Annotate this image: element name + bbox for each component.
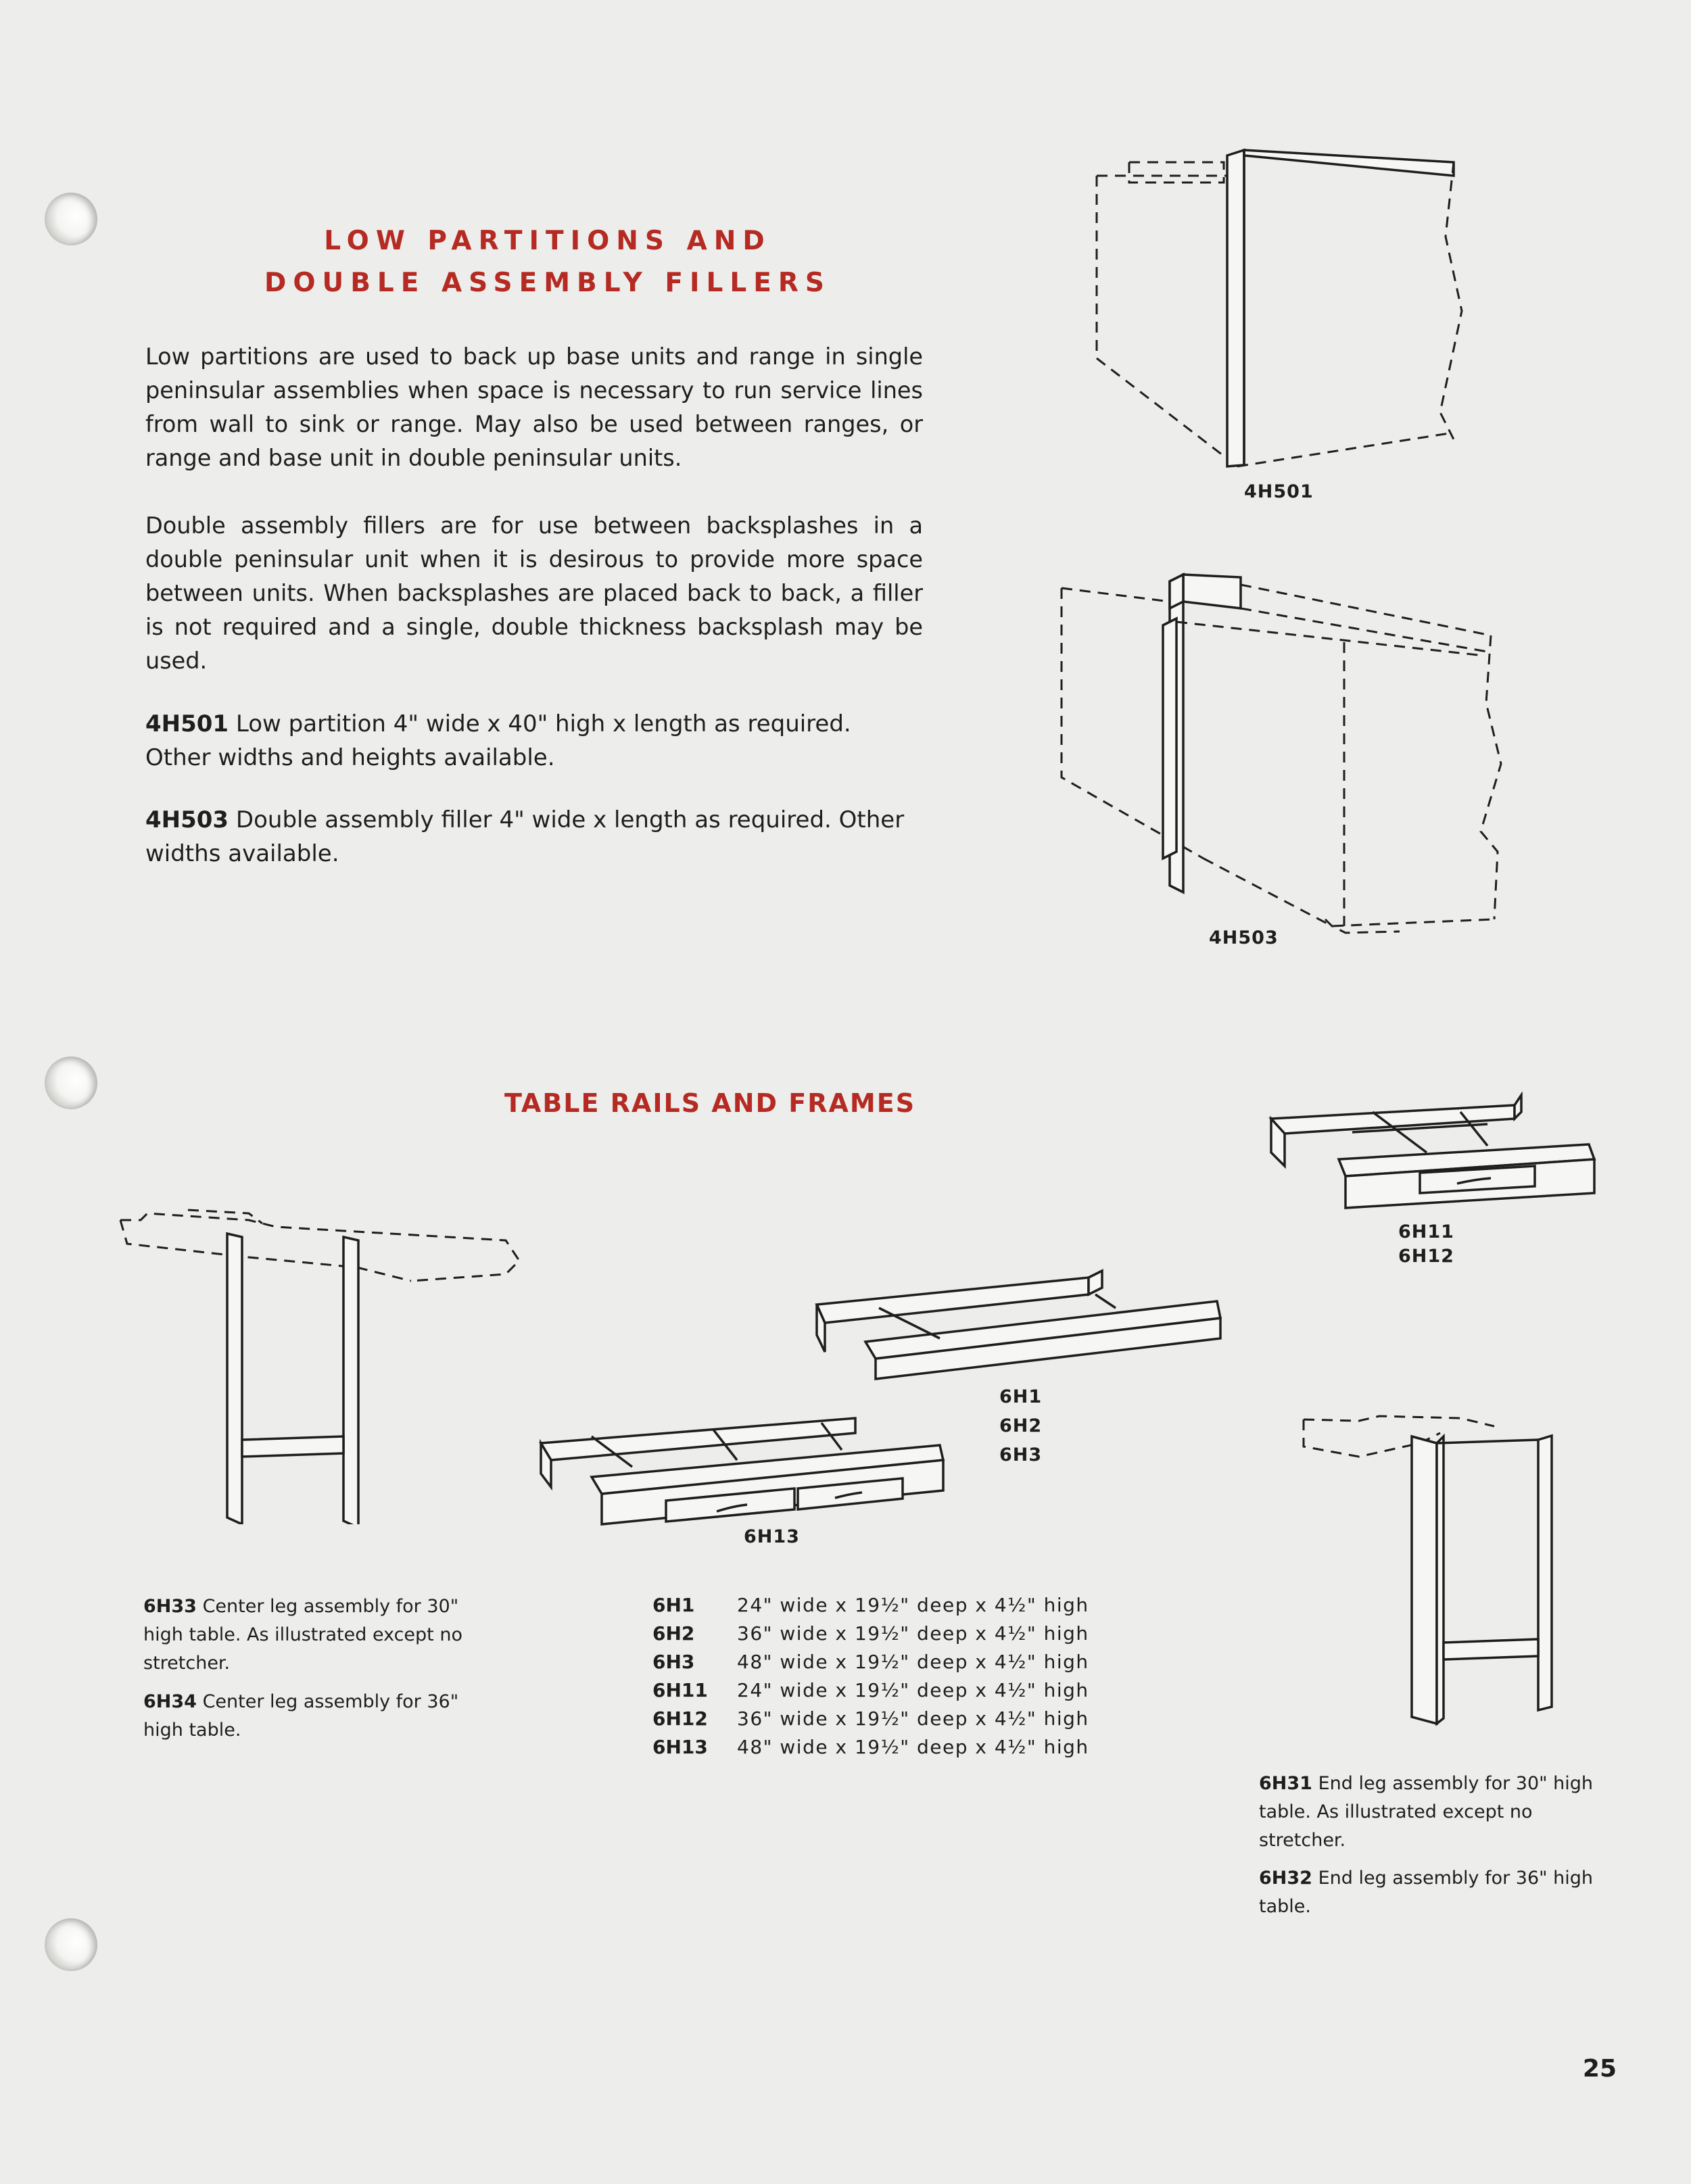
- item-4h503: [145, 803, 923, 871]
- item-4h501: [145, 707, 923, 775]
- table-row: [652, 1676, 1089, 1705]
- figure-label-4h503: 4H503: [1209, 927, 1279, 948]
- spec-desc: 36" wide x 19½" deep x 4½" high: [737, 1622, 1089, 1645]
- table-row: [652, 1591, 1089, 1620]
- figure-label-6h12: 6H12: [1398, 1246, 1454, 1267]
- item-description: Low partition 4" wide x 40" high x length as required. Other widths and heights available.: [145, 710, 851, 771]
- item-code: 6H33: [143, 1596, 197, 1617]
- section-title-table-rails: TABLE RAILS AND FRAMES: [504, 1088, 916, 1118]
- spec-desc: 24" wide x 19½" deep x 4½" high: [737, 1594, 1089, 1616]
- item-description: Center leg assembly for 30" high table. As illustrated except no stretcher.: [143, 1596, 462, 1674]
- table-row: [652, 1733, 1089, 1762]
- spec-code: 6H1: [652, 1594, 695, 1616]
- figure-frame-open: [811, 1267, 1231, 1392]
- spec-code: 6H11: [652, 1679, 708, 1701]
- end-leg-item-6h31: [1259, 1770, 1597, 1855]
- table-row: [652, 1648, 1089, 1676]
- spec-desc: 48" wide x 19½" deep x 4½" high: [737, 1736, 1089, 1758]
- center-leg-item-6h34: [143, 1688, 481, 1745]
- spec-desc: 24" wide x 19½" deep x 4½" high: [737, 1679, 1089, 1701]
- item-description: Double assembly filler 4" wide x length as required. Other widths available.: [145, 806, 905, 867]
- binder-hole-top: [45, 193, 97, 245]
- page-number: 25: [1582, 2055, 1617, 2083]
- figure-center-leg: [114, 1207, 546, 1524]
- frames-spec-table: [652, 1591, 1089, 1762]
- figure-label-6h2: 6H2: [999, 1415, 1043, 1436]
- figure-label-6h11-6h12: [1398, 1220, 1454, 1269]
- figure-low-partition: [1075, 135, 1467, 487]
- figure-label-6h1-6h3: [999, 1382, 1042, 1470]
- figure-frame-two-drawers: [538, 1413, 950, 1528]
- figure-label-4h501: 4H501: [1244, 481, 1314, 502]
- item-code: 6H31: [1259, 1773, 1312, 1794]
- paragraph-low-partitions: Low partitions are used to back up base units and range in single peninsular assemblies when space is necessary to run service lines from wall to sink or range. May also be used between ranges, or range and base unit in double peninsular units.: [145, 343, 923, 471]
- spec-code: 6H3: [652, 1651, 695, 1673]
- item-description: Center leg assembly for 36" high table.: [143, 1691, 459, 1741]
- figure-label-6h11: 6H11: [1398, 1221, 1454, 1242]
- spec-code: 6H2: [652, 1622, 695, 1645]
- section-title-low-partitions: [243, 220, 852, 304]
- figure-label-6h13: 6H13: [744, 1526, 800, 1547]
- item-code: 4H503: [145, 806, 229, 833]
- table-row: [652, 1620, 1089, 1648]
- item-code: 6H32: [1259, 1868, 1312, 1889]
- paragraph-double-assembly-fillers: Double assembly fillers are for use between backsplashes in a double peninsular unit when it is desirous to provide more space between units. When backsplashes are placed back to back, a filler is not required and a single, double thickness backsplash may be used.: [145, 512, 923, 674]
- binder-hole-bottom: [45, 1918, 97, 1971]
- item-description: End leg assembly for 30" high table. As illustrated except no stretcher.: [1259, 1773, 1594, 1851]
- figure-end-leg: [1298, 1406, 1569, 1730]
- center-leg-item-6h33: [143, 1593, 481, 1678]
- section-title-line-1: LOW PARTITIONS AND: [324, 226, 771, 256]
- binder-hole-middle: [45, 1057, 97, 1109]
- item-code: 6H34: [143, 1691, 197, 1712]
- table-row: [652, 1705, 1089, 1733]
- spec-desc: 36" wide x 19½" deep x 4½" high: [737, 1707, 1089, 1730]
- end-leg-item-6h32: [1259, 1864, 1597, 1921]
- spec-desc: 48" wide x 19½" deep x 4½" high: [737, 1651, 1089, 1673]
- figure-frame-one-drawer: [1264, 1092, 1602, 1213]
- spec-code: 6H12: [652, 1707, 708, 1730]
- figure-double-assembly-filler: [1048, 568, 1515, 946]
- figure-label-6h1: 6H1: [999, 1386, 1043, 1407]
- item-code: 4H501: [145, 710, 229, 737]
- item-description: End leg assembly for 36" high table.: [1259, 1868, 1594, 1917]
- spec-code: 6H13: [652, 1736, 708, 1758]
- section-title-line-2: DOUBLE ASSEMBLY FILLERS: [264, 268, 831, 298]
- figure-label-6h3: 6H3: [999, 1445, 1043, 1465]
